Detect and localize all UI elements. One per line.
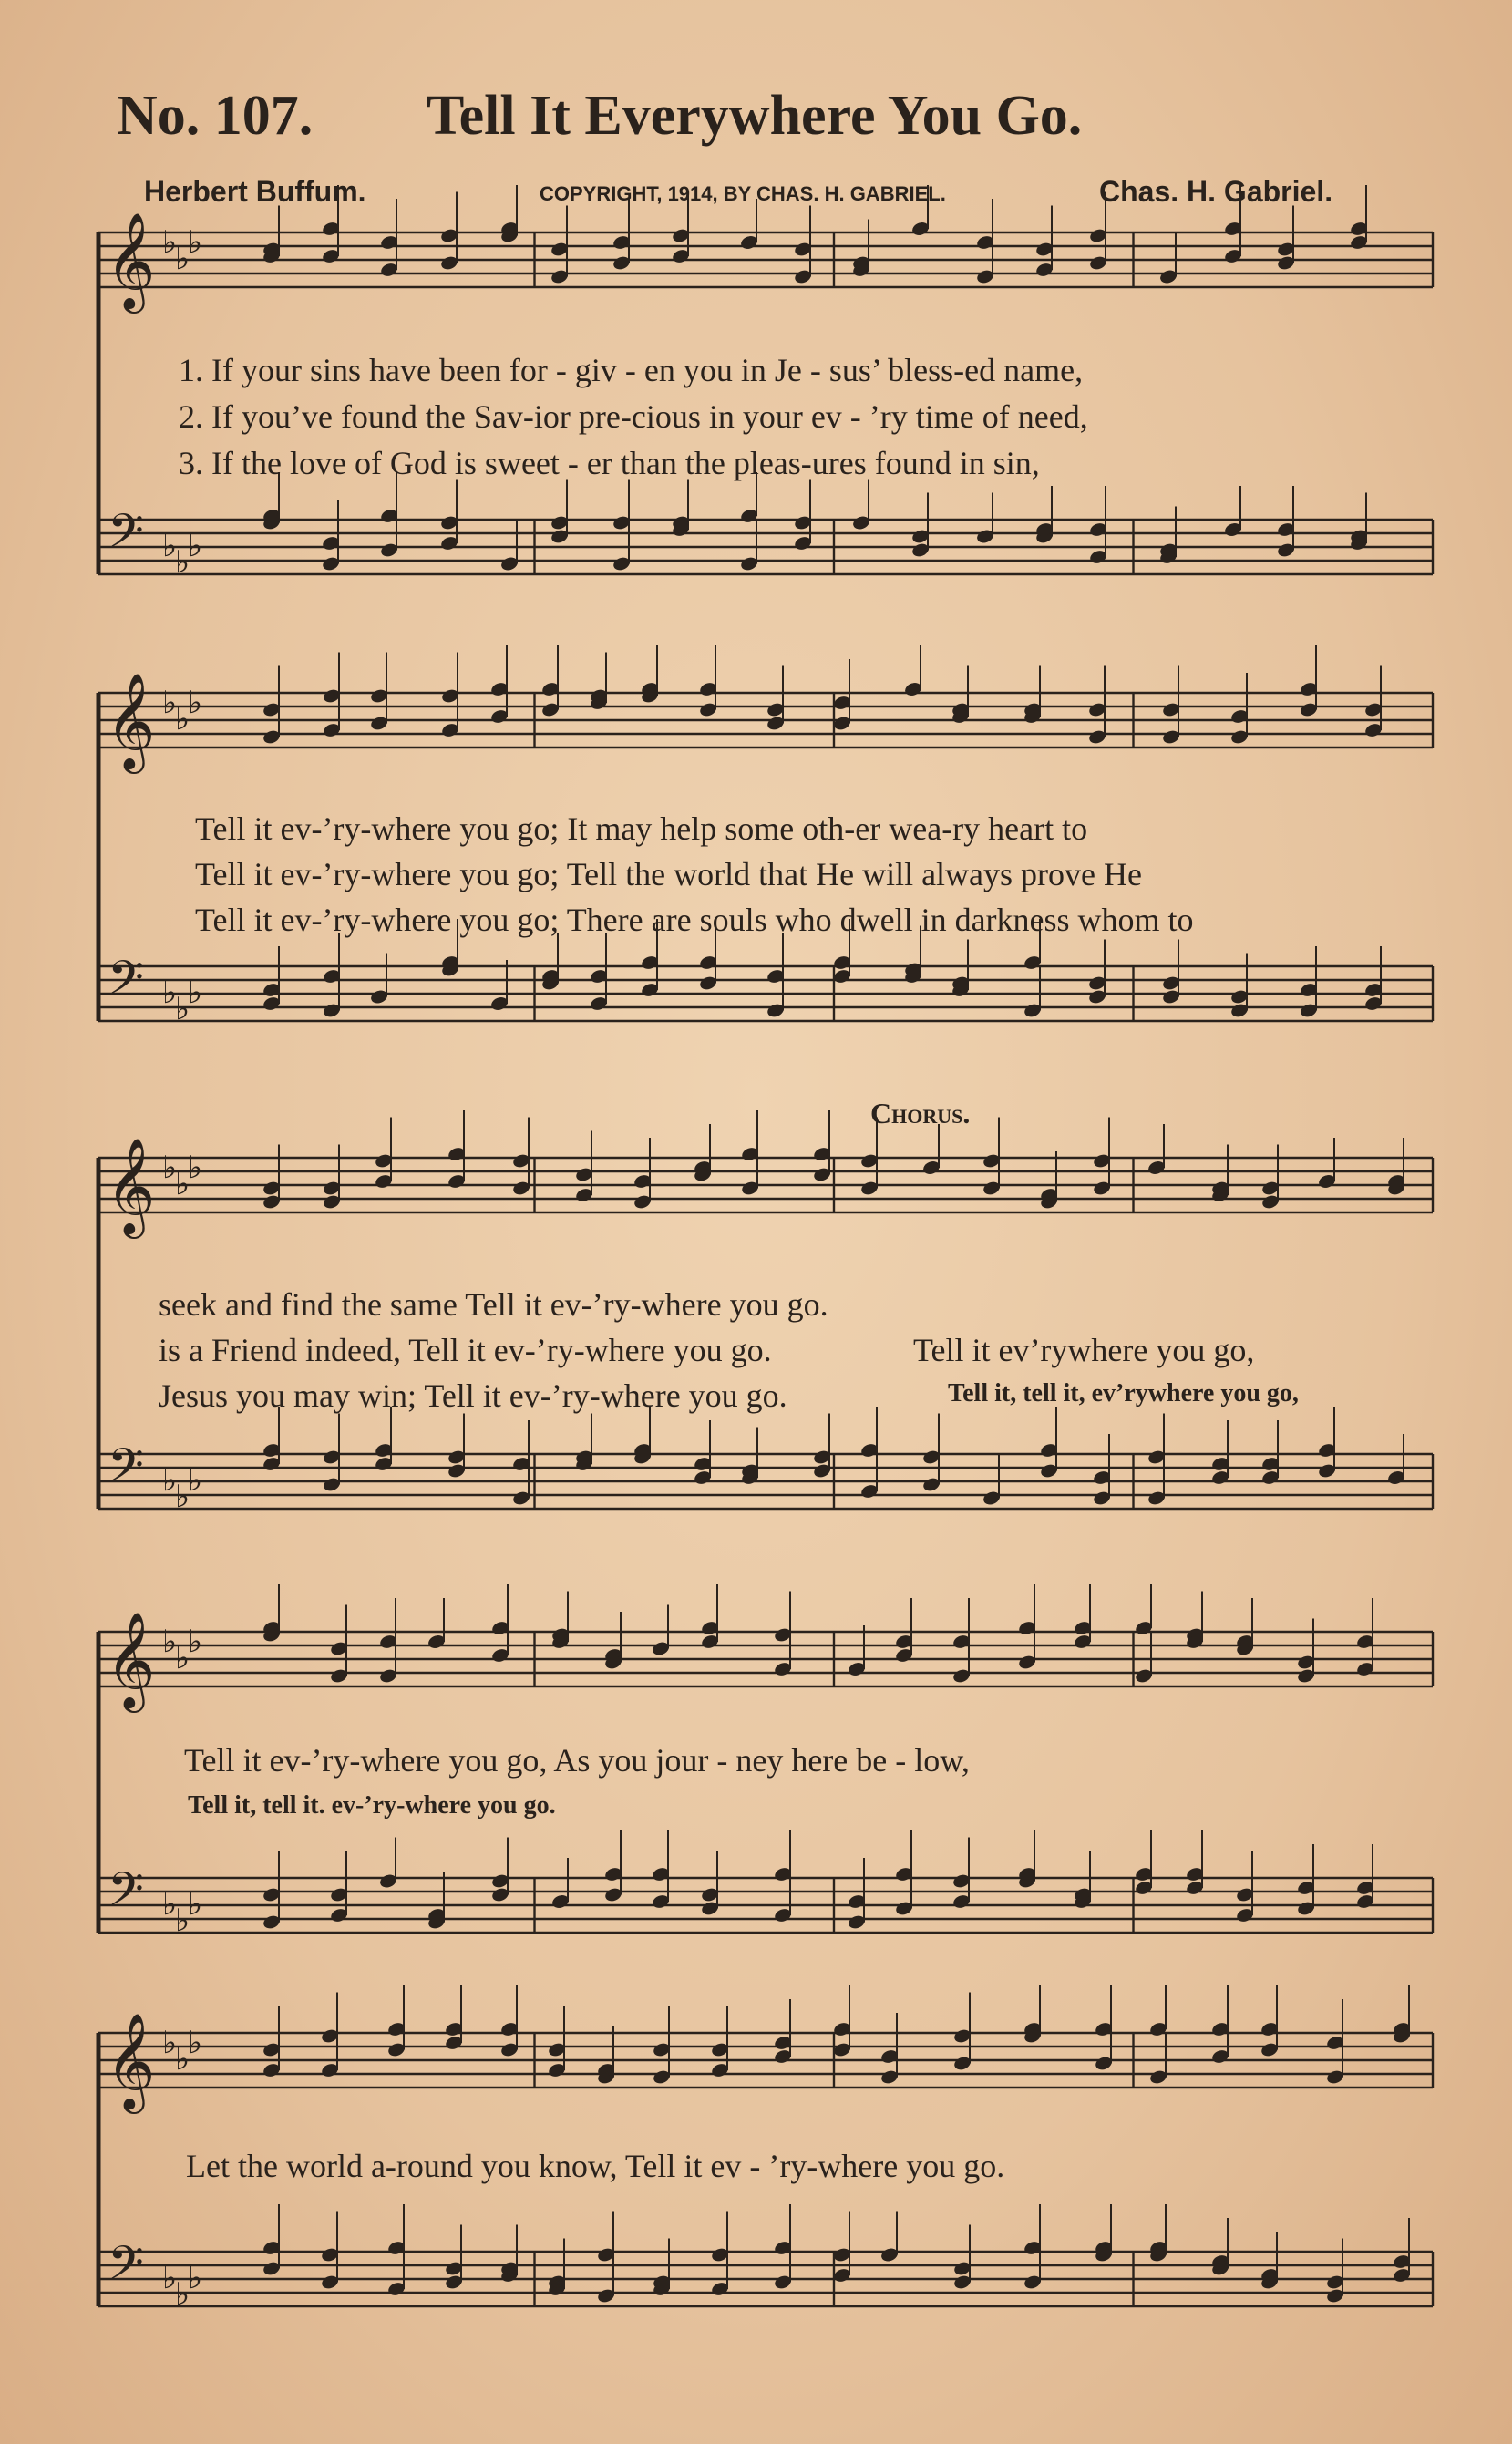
verse3-line2: Tell it ev-’ry-where you go; There are souls who dwell in darkness whom to xyxy=(195,902,1194,938)
copyright-notice: COPYRIGHT, 1914, BY CHAS. H. GABRIEL. xyxy=(540,182,946,205)
svg-text:♭: ♭ xyxy=(162,528,178,564)
verse1-line1: 1. If your sins have been for - giv - en you in Je - sus’ bless-ed name, xyxy=(179,352,1084,388)
verse1-line3: seek and find the same Tell it ev-’ry-where you go. xyxy=(159,1286,828,1323)
svg-text:♭: ♭ xyxy=(162,975,178,1011)
chorus-label: Chorus. xyxy=(870,1097,971,1129)
verse1-line2: Tell it ev-’ry-where you go; It may help some oth-er wea-ry heart to xyxy=(195,810,1088,847)
chorus-line3-soprano: Tell it ev’rywhere you go, xyxy=(913,1332,1255,1368)
verse2-line1: 2. If you’ve found the Sav-ior pre-cious in your ev - ’ry time of need, xyxy=(179,398,1088,435)
svg-text:♭: ♭ xyxy=(162,224,178,261)
svg-text:♭: ♭ xyxy=(175,1640,190,1676)
svg-text:𝄢: 𝄢 xyxy=(108,2235,144,2302)
svg-text:♭: ♭ xyxy=(188,1624,203,1660)
chorus-line4-bass: Tell it, tell it. ev-’ry-where you go. xyxy=(188,1791,556,1820)
svg-text:♭: ♭ xyxy=(162,1462,178,1499)
verse3-line1: 3. If the love of God is sweet - er than the pleas-ures found in sin, xyxy=(179,445,1040,481)
svg-text:♭: ♭ xyxy=(188,1886,203,1923)
svg-text:♭: ♭ xyxy=(175,544,190,581)
svg-text:♭: ♭ xyxy=(175,701,190,737)
svg-text:♭: ♭ xyxy=(162,1150,178,1186)
svg-text:♭: ♭ xyxy=(162,1886,178,1923)
svg-text:♭: ♭ xyxy=(188,975,203,1011)
svg-text:♭: ♭ xyxy=(175,1903,190,1939)
svg-text:♭: ♭ xyxy=(188,2260,203,2296)
svg-text:♭: ♭ xyxy=(175,991,190,1027)
svg-text:𝄢: 𝄢 xyxy=(108,1861,144,1928)
svg-text:♭: ♭ xyxy=(188,224,203,261)
svg-text:♭: ♭ xyxy=(175,241,190,277)
svg-text:♭: ♭ xyxy=(175,2276,190,2313)
verse3-line3: Jesus you may win; Tell it ev-’ry-where you go. xyxy=(159,1377,787,1414)
hymn-number: No. 107. xyxy=(117,85,314,147)
verse2-line2: Tell it ev-’ry-where you go; Tell the world that He will always prove He xyxy=(195,856,1142,892)
svg-text:𝄞: 𝄞 xyxy=(106,672,156,769)
composer-credit: Chas. H. Gabriel. xyxy=(1099,175,1333,208)
svg-text:♭: ♭ xyxy=(188,1150,203,1186)
svg-text:𝄢: 𝄢 xyxy=(108,950,144,1016)
svg-text:𝄢: 𝄢 xyxy=(108,503,144,570)
svg-text:♭: ♭ xyxy=(188,2025,203,2061)
svg-text:𝄞: 𝄞 xyxy=(106,1611,156,1708)
author-credit: Herbert Buffum. xyxy=(144,175,366,208)
svg-text:𝄞: 𝄞 xyxy=(106,2012,156,2109)
hymn-title: Tell It Everywhere You Go. xyxy=(427,85,1083,147)
svg-text:♭: ♭ xyxy=(188,528,203,564)
svg-text:♭: ♭ xyxy=(162,685,178,721)
svg-text:♭: ♭ xyxy=(162,2025,178,2061)
chorus-line4-soprano: Tell it ev-’ry-where you go, As you jour - ney here be - low, xyxy=(184,1742,970,1779)
chorus-line5: Let the world a-round you know, Tell it ev - ’ry-where you go. xyxy=(186,2148,1005,2184)
svg-text:♭: ♭ xyxy=(162,1624,178,1660)
svg-text:♭: ♭ xyxy=(162,2260,178,2296)
svg-text:𝄞: 𝄞 xyxy=(106,211,156,309)
svg-text:𝄞: 𝄞 xyxy=(106,1137,156,1234)
svg-text:♭: ♭ xyxy=(188,1462,203,1499)
svg-text:♭: ♭ xyxy=(188,685,203,721)
svg-text:♭: ♭ xyxy=(175,1479,190,1515)
svg-text:♭: ♭ xyxy=(175,2041,190,2078)
chorus-line3-bass: Tell it, tell it, ev’rywhere you go, xyxy=(948,1379,1299,1408)
svg-text:𝄢: 𝄢 xyxy=(108,1438,144,1504)
verse2-line3: is a Friend indeed, Tell it ev-’ry-where you go. xyxy=(159,1332,772,1368)
svg-text:♭: ♭ xyxy=(175,1166,190,1202)
